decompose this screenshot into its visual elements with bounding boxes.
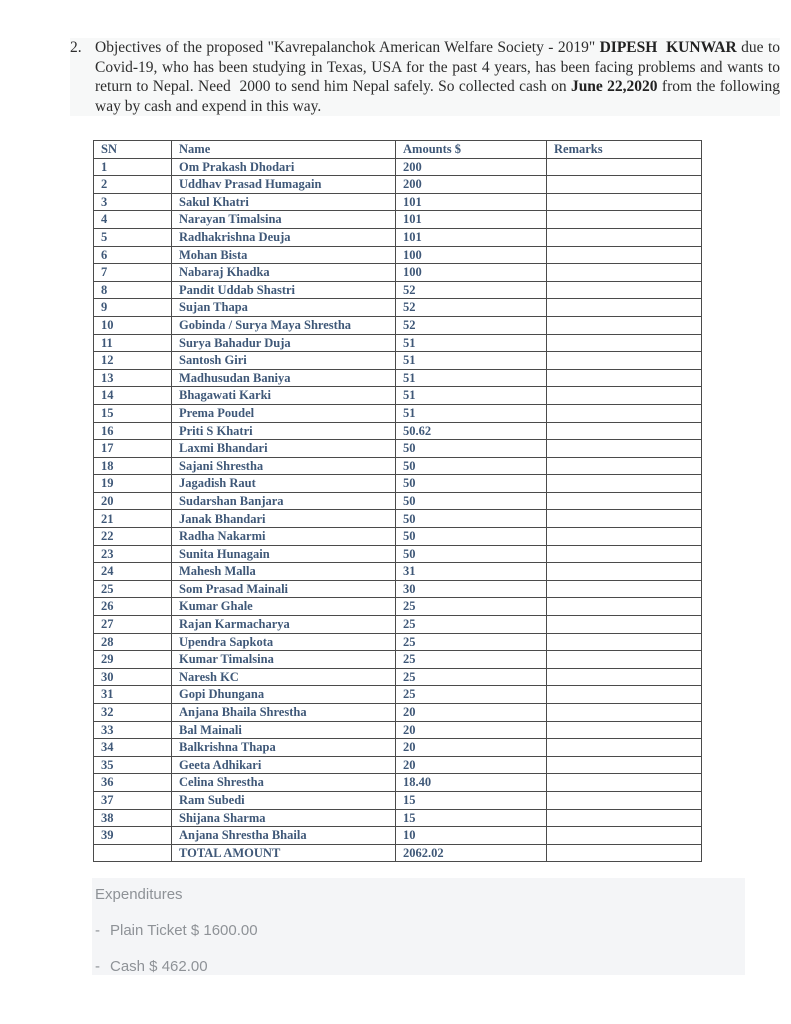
amount-cell: 20	[396, 739, 547, 757]
table-row	[94, 299, 702, 317]
remarks-cell	[547, 422, 702, 440]
amount-cell: 10	[396, 827, 547, 845]
name-cell: Prema Poudel	[172, 404, 396, 422]
name-cell: Som Prasad Mainali	[172, 580, 396, 598]
table-row	[94, 704, 702, 722]
header-name: Name	[172, 141, 396, 159]
table-row	[94, 651, 702, 669]
name-cell: Gobinda / Surya Maya Shrestha	[172, 316, 396, 334]
name-cell: Balkrishna Thapa	[172, 739, 396, 757]
amount-cell: 52	[396, 316, 547, 334]
sn-cell: 16	[94, 422, 172, 440]
amount-cell: 50	[396, 475, 547, 493]
table-row	[94, 809, 702, 827]
sn-cell: 30	[94, 668, 172, 686]
amount-cell: 50	[396, 457, 547, 475]
table-row	[94, 545, 702, 563]
name-cell: Janak Bhandari	[172, 510, 396, 528]
expenditures-title: Expenditures	[95, 886, 183, 903]
remarks-cell	[547, 774, 702, 792]
sn-cell: 5	[94, 228, 172, 246]
intro-text-2: due to Covid-19, who has been studying in Texas, USA for the past 4 years, has been facing problems and wants to return to Nepal. Need 2000 to send him Nepal safely. So collected cash on	[95, 39, 781, 95]
name-cell: Sajani Shrestha	[172, 457, 396, 475]
sn-cell: 14	[94, 387, 172, 405]
remarks-cell	[547, 299, 702, 317]
amount-cell: 101	[396, 211, 547, 229]
name-cell: Geeta Adhikari	[172, 756, 396, 774]
amount-cell: 20	[396, 704, 547, 722]
sn-cell: 15	[94, 404, 172, 422]
expenditure-text: Plain Ticket $ 1600.00	[110, 922, 258, 939]
sn-cell: 33	[94, 721, 172, 739]
name-cell: Radha Nakarmi	[172, 528, 396, 546]
table-row	[94, 721, 702, 739]
table-row	[94, 158, 702, 176]
header-remarks: Remarks	[547, 141, 702, 159]
expenditure-text: Cash $ 462.00	[110, 958, 208, 975]
sn-cell: 22	[94, 528, 172, 546]
amount-cell: 100	[396, 246, 547, 264]
remarks-cell	[547, 193, 702, 211]
table-row	[94, 176, 702, 194]
name-cell: Anjana Shrestha Bhaila	[172, 827, 396, 845]
remarks-cell	[547, 387, 702, 405]
name-cell: Surya Bahadur Duja	[172, 334, 396, 352]
total-label-cell: TOTAL AMOUNT	[172, 844, 396, 862]
remarks-cell	[547, 528, 702, 546]
sn-cell: 32	[94, 704, 172, 722]
table-row	[94, 264, 702, 282]
remarks-cell	[547, 616, 702, 634]
amount-cell: 50	[396, 492, 547, 510]
sn-cell: 37	[94, 791, 172, 809]
table-row	[94, 404, 702, 422]
amount-cell: 51	[396, 369, 547, 387]
remarks-cell	[547, 404, 702, 422]
name-cell: Sudarshan Banjara	[172, 492, 396, 510]
sn-cell: 8	[94, 281, 172, 299]
name-cell: Sakul Khatri	[172, 193, 396, 211]
name-cell: Radhakrishna Deuja	[172, 228, 396, 246]
name-cell: Priti S Khatri	[172, 422, 396, 440]
remarks-cell	[547, 704, 702, 722]
sn-cell: 1	[94, 158, 172, 176]
amount-cell: 101	[396, 228, 547, 246]
amount-cell: 30	[396, 580, 547, 598]
amount-cell: 50	[396, 545, 547, 563]
table-row	[94, 281, 702, 299]
name-cell: Kumar Timalsina	[172, 651, 396, 669]
remarks-cell	[547, 633, 702, 651]
sn-cell: 38	[94, 809, 172, 827]
table-row	[94, 580, 702, 598]
amount-cell: 100	[396, 264, 547, 282]
sn-cell: 3	[94, 193, 172, 211]
expenditure-dash: -	[95, 922, 100, 939]
amount-cell: 200	[396, 176, 547, 194]
table-row	[94, 827, 702, 845]
expenditure-dash: -	[95, 958, 100, 975]
table-row	[94, 492, 702, 510]
amount-cell: 52	[396, 281, 547, 299]
amount-cell: 25	[396, 668, 547, 686]
sn-cell: 31	[94, 686, 172, 704]
table-row	[94, 668, 702, 686]
remarks-cell	[547, 827, 702, 845]
remarks-cell	[547, 475, 702, 493]
remarks-cell	[547, 176, 702, 194]
table-row	[94, 387, 702, 405]
table-row	[94, 352, 702, 370]
donors-table	[93, 140, 702, 862]
remarks-cell	[547, 228, 702, 246]
amount-cell: 52	[396, 299, 547, 317]
amount-cell: 51	[396, 352, 547, 370]
amount-cell: 31	[396, 563, 547, 581]
table-row	[94, 193, 702, 211]
remarks-cell	[547, 809, 702, 827]
total-remarks-cell	[547, 844, 702, 862]
table-row	[94, 440, 702, 458]
name-cell: Shijana Sharma	[172, 809, 396, 827]
sn-cell: 10	[94, 316, 172, 334]
remarks-cell	[547, 510, 702, 528]
name-cell: Celina Shrestha	[172, 774, 396, 792]
sn-cell: 25	[94, 580, 172, 598]
name-cell: Nabaraj Khadka	[172, 264, 396, 282]
name-cell: Pandit Uddab Shastri	[172, 281, 396, 299]
remarks-cell	[547, 651, 702, 669]
remarks-cell	[547, 545, 702, 563]
table-row	[94, 457, 702, 475]
sn-cell: 29	[94, 651, 172, 669]
table-row	[94, 475, 702, 493]
sn-cell: 23	[94, 545, 172, 563]
remarks-cell	[547, 563, 702, 581]
name-cell: Anjana Bhaila Shrestha	[172, 704, 396, 722]
sn-cell: 24	[94, 563, 172, 581]
intro-paragraph	[70, 38, 780, 116]
table-row	[94, 633, 702, 651]
remarks-cell	[547, 668, 702, 686]
list-item-number: 2.	[70, 39, 82, 56]
sn-cell: 26	[94, 598, 172, 616]
name-cell: Om Prakash Dhodari	[172, 158, 396, 176]
amount-cell: 25	[396, 598, 547, 616]
intro-bold-date: June 22,2020	[570, 78, 658, 95]
expenditure-item	[95, 922, 745, 939]
remarks-cell	[547, 721, 702, 739]
intro-text-3: from the following way by cash and expend in this way.	[95, 78, 780, 115]
remarks-cell	[547, 246, 702, 264]
remarks-cell	[547, 492, 702, 510]
table-row	[94, 756, 702, 774]
amount-cell: 50	[396, 528, 547, 546]
header-amounts: Amounts $	[396, 141, 547, 159]
sn-cell: 19	[94, 475, 172, 493]
amount-cell: 15	[396, 809, 547, 827]
amount-cell: 200	[396, 158, 547, 176]
table-row	[94, 422, 702, 440]
table-row	[94, 598, 702, 616]
remarks-cell	[547, 369, 702, 387]
total-row	[94, 844, 702, 862]
table-row	[94, 316, 702, 334]
amount-cell: 15	[396, 791, 547, 809]
table-row	[94, 686, 702, 704]
table-row	[94, 334, 702, 352]
sn-cell: 35	[94, 756, 172, 774]
remarks-cell	[547, 756, 702, 774]
expenditures-section	[92, 878, 745, 975]
table-row	[94, 211, 702, 229]
amount-cell: 50.62	[396, 422, 547, 440]
sn-cell: 2	[94, 176, 172, 194]
amount-cell: 18.40	[396, 774, 547, 792]
table-row	[94, 246, 702, 264]
amount-cell: 51	[396, 387, 547, 405]
name-cell: Narayan Timalsina	[172, 211, 396, 229]
name-cell: Laxmi Bhandari	[172, 440, 396, 458]
intro-bold-name: DIPESH KUNWAR	[599, 39, 737, 56]
name-cell: Ram Subedi	[172, 791, 396, 809]
sn-cell: 34	[94, 739, 172, 757]
sn-cell: 21	[94, 510, 172, 528]
name-cell: Sunita Hunagain	[172, 545, 396, 563]
sn-cell: 7	[94, 264, 172, 282]
sn-cell: 39	[94, 827, 172, 845]
name-cell: Kumar Ghale	[172, 598, 396, 616]
table-row	[94, 616, 702, 634]
remarks-cell	[547, 457, 702, 475]
remarks-cell	[547, 686, 702, 704]
table-row	[94, 791, 702, 809]
sn-cell: 12	[94, 352, 172, 370]
remarks-cell	[547, 281, 702, 299]
table-row	[94, 528, 702, 546]
table-row	[94, 510, 702, 528]
amount-cell: 101	[396, 193, 547, 211]
name-cell: Uddhav Prasad Humagain	[172, 176, 396, 194]
sn-cell: 36	[94, 774, 172, 792]
total-sn-cell	[94, 844, 172, 862]
amount-cell: 51	[396, 404, 547, 422]
table-header-row	[94, 141, 702, 159]
sn-cell: 13	[94, 369, 172, 387]
name-cell: Upendra Sapkota	[172, 633, 396, 651]
sn-cell: 9	[94, 299, 172, 317]
name-cell: Sujan Thapa	[172, 299, 396, 317]
amount-cell: 25	[396, 686, 547, 704]
table-row	[94, 228, 702, 246]
amount-cell: 25	[396, 633, 547, 651]
name-cell: Mohan Bista	[172, 246, 396, 264]
amount-cell: 25	[396, 651, 547, 669]
remarks-cell	[547, 316, 702, 334]
remarks-cell	[547, 352, 702, 370]
sn-cell: 28	[94, 633, 172, 651]
remarks-cell	[547, 158, 702, 176]
header-sn: SN	[94, 141, 172, 159]
remarks-cell	[547, 440, 702, 458]
name-cell: Gopi Dhungana	[172, 686, 396, 704]
name-cell: Mahesh Malla	[172, 563, 396, 581]
remarks-cell	[547, 211, 702, 229]
name-cell: Santosh Giri	[172, 352, 396, 370]
name-cell: Bhagawati Karki	[172, 387, 396, 405]
remarks-cell	[547, 739, 702, 757]
expenditure-item	[95, 958, 745, 975]
name-cell: Rajan Karmacharya	[172, 616, 396, 634]
name-cell: Jagadish Raut	[172, 475, 396, 493]
remarks-cell	[547, 334, 702, 352]
total-amount-cell: 2062.02	[396, 844, 547, 862]
name-cell: Madhusudan Baniya	[172, 369, 396, 387]
remarks-cell	[547, 598, 702, 616]
sn-cell: 18	[94, 457, 172, 475]
name-cell: Naresh KC	[172, 668, 396, 686]
table-row	[94, 369, 702, 387]
remarks-cell	[547, 580, 702, 598]
amount-cell: 50	[396, 510, 547, 528]
remarks-cell	[547, 264, 702, 282]
name-cell: Bal Mainali	[172, 721, 396, 739]
intro-text-1: Objectives of the proposed "Kavrepalanchok American Welfare Society - 2019"	[95, 39, 600, 56]
sn-cell: 4	[94, 211, 172, 229]
sn-cell: 17	[94, 440, 172, 458]
amount-cell: 51	[396, 334, 547, 352]
table-row	[94, 739, 702, 757]
amount-cell: 50	[396, 440, 547, 458]
sn-cell: 6	[94, 246, 172, 264]
amount-cell: 20	[396, 756, 547, 774]
table-row	[94, 563, 702, 581]
table-row	[94, 774, 702, 792]
remarks-cell	[547, 791, 702, 809]
sn-cell: 27	[94, 616, 172, 634]
sn-cell: 20	[94, 492, 172, 510]
amount-cell: 25	[396, 616, 547, 634]
sn-cell: 11	[94, 334, 172, 352]
amount-cell: 20	[396, 721, 547, 739]
